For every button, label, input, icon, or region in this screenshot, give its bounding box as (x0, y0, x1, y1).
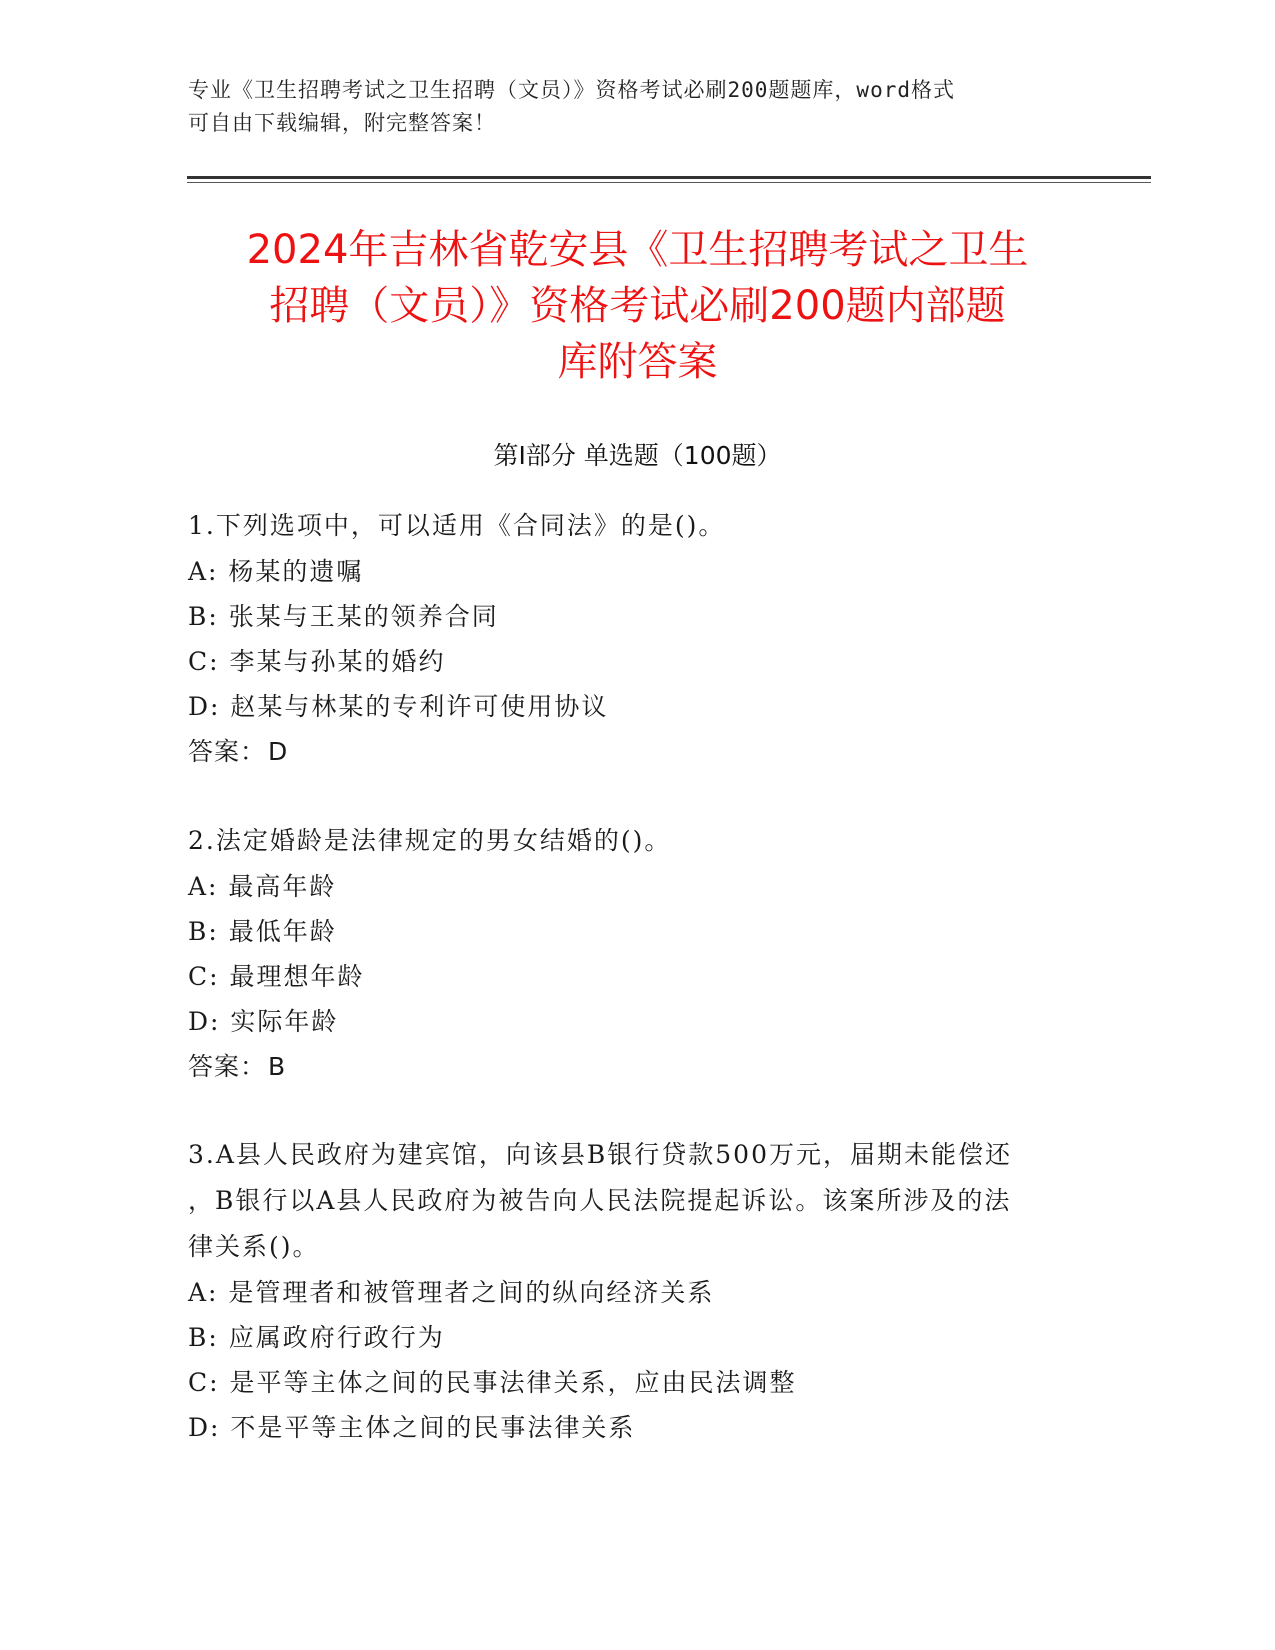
question-stem-line-1: 3.A县人民政府为建宾馆，向该县B银行贷款500万元，届期未能偿还 (188, 1140, 1012, 1169)
option-a: A: 是管理者和被管理者之间的纵向经济关系 (188, 1278, 715, 1307)
header-divider-thin (187, 182, 1151, 183)
option-a: A: 杨某的遗嘱 (188, 557, 364, 586)
answer-value: B (268, 1052, 287, 1081)
question-stem-line-3: 律关系()。 (188, 1232, 320, 1261)
document-title-line-3: 库附答案 (557, 339, 718, 385)
option-b: B: 最低年龄 (188, 917, 337, 946)
answer-value: D (268, 737, 289, 766)
question-stem-line-2: ，B银行以A县人民政府为被告向人民法院提起诉讼。该案所涉及的法 (188, 1186, 1012, 1215)
option-c: C: 李某与孙某的婚约 (188, 647, 446, 676)
option-d: D: 不是平等主体之间的民事法律关系 (188, 1413, 636, 1442)
option-d: D: 赵某与林某的专利许可使用协议 (188, 692, 609, 721)
answer-label: 答案： (188, 737, 267, 766)
option-c: C: 是平等主体之间的民事法律关系，应由民法调整 (188, 1368, 797, 1397)
header-note (188, 74, 1088, 140)
header-note-line-1: 专业《卫生招聘考试之卫生招聘（文员）》资格考试必刷200题题库，word格式 (188, 78, 955, 102)
answer-label: 答案： (188, 1052, 267, 1081)
document-title-line-1: 2024年吉林省乾安县《卫生招聘考试之卫生 (246, 227, 1029, 273)
document-title-line-2: 招聘（文员）》资格考试必刷200题内部题 (269, 283, 1006, 329)
header-divider-thick (187, 176, 1151, 179)
header-note-line-2: 可自由下载编辑，附完整答案！ (188, 111, 496, 135)
option-d: D: 实际年龄 (188, 1007, 339, 1036)
question-2 (188, 818, 1088, 1090)
option-a: A: 最高年龄 (188, 872, 337, 901)
option-b: B: 应属政府行政行为 (188, 1323, 445, 1352)
question-3 (188, 1132, 1088, 1450)
document-title (170, 222, 1105, 390)
question-stem: 2.法定婚龄是法律规定的男女结婚的()。 (188, 826, 672, 855)
option-b: B: 张某与王某的领养合同 (188, 602, 499, 631)
section-title: 第Ⅰ部分 单选题（100题） (493, 441, 782, 470)
answer-line (188, 1044, 1088, 1090)
question-1 (188, 503, 1088, 775)
question-stem: 1.下列选项中，可以适用《合同法》的是()。 (188, 511, 726, 540)
option-c: C: 最理想年龄 (188, 962, 365, 991)
answer-line (188, 729, 1088, 775)
